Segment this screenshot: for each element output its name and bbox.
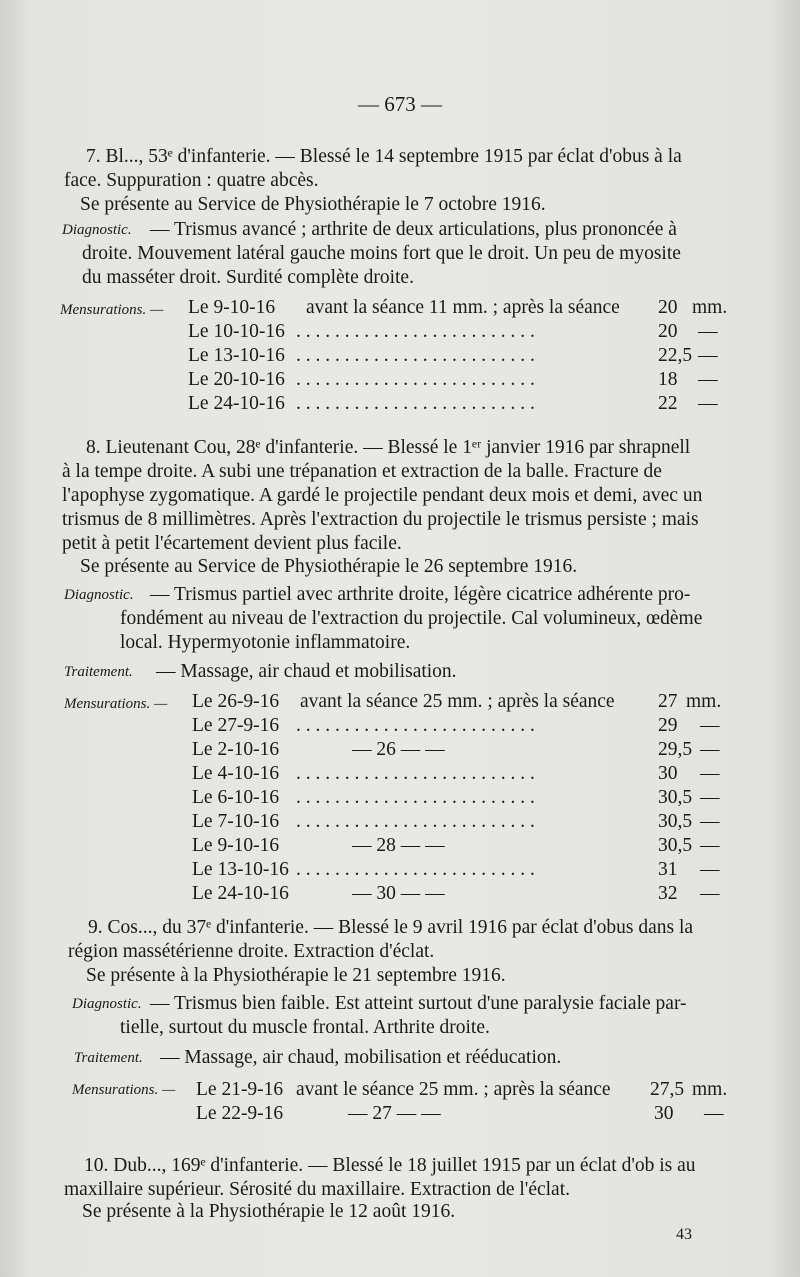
mens-date: Le 2-10-16 [192, 739, 280, 760]
case-9-mensurations-table [196, 1079, 736, 1127]
mens-unit: — [698, 393, 718, 414]
case-7-line-2: face. Suppuration : quatre abcès. [64, 170, 319, 191]
case-8-diagnostic-line-1: — Trismus partiel avec arthrite droite, légère cicatrice adhérente pro- [150, 584, 691, 605]
mens-after: 30,5 [658, 811, 693, 832]
mens-row [192, 739, 732, 763]
mens-after: 30 [658, 763, 678, 784]
case-9-line-1: 9. Cos..., du 37ᵉ d'infanterie. — Blessé le 9 avril 1916 par éclat d'obus dans la [88, 917, 694, 938]
case-7-mensurations-table [188, 297, 728, 417]
case-9-line-2: région massétérienne droite. Extraction d'éclat. [68, 941, 435, 962]
case-8-line-2: à la tempe droite. A subi une trépanation et extraction de la balle. Fracture de [62, 461, 662, 482]
leader-dots: . . . . . . . . . . . . . . . . . . . . . . . . . [296, 763, 535, 784]
mens-unit: — [700, 859, 720, 880]
case-7-diagnostic-line-3: du masséter droit. Surdité complète droite. [82, 267, 414, 288]
mens-date: Le 7-10-16 [192, 811, 280, 832]
case-8-line-3: l'apophyse zygomatique. A gardé le projectile pendant deux mois et demi, avec un [62, 485, 703, 506]
mens-after: 18 [658, 369, 678, 390]
mens-unit: — [700, 883, 720, 904]
mens-date: Le 20-10-16 [188, 369, 285, 390]
mens-row [188, 393, 728, 417]
mens-before: — 27 — — [348, 1103, 441, 1124]
mens-date: Le 6-10-16 [192, 787, 280, 808]
mens-date: Le 26-9-16 [192, 691, 280, 712]
mens-row [196, 1103, 736, 1127]
mens-date: Le 13-10-16 [192, 859, 289, 880]
leader-dots: . . . . . . . . . . . . . . . . . . . . . . . . . [296, 369, 535, 390]
mens-after: 22 [658, 393, 678, 414]
mens-before: avant le séance 25 mm. ; après la séance [296, 1079, 611, 1100]
case-9-mensurations-label: Mensurations. — [72, 1082, 176, 1098]
mens-row [192, 883, 732, 907]
mens-date: Le 10-10-16 [188, 321, 285, 342]
mens-unit: mm. [692, 297, 728, 318]
mens-date: Le 24-10-16 [188, 393, 285, 414]
case-8-mensurations-label: Mensurations. — [64, 696, 168, 712]
mens-after: 29,5 [658, 739, 693, 760]
mens-date: Le 13-10-16 [188, 345, 285, 366]
case-8-line-5: petit à petit l'écartement devient plus facile. [62, 533, 402, 554]
case-10-line-1: 10. Dub..., 169ᵉ d'infanterie. — Blessé le 18 juillet 1915 par un éclat d'ob is au [84, 1155, 696, 1176]
mens-unit: — [700, 739, 720, 760]
mens-after: 31 [658, 859, 678, 880]
mens-after: 20 [658, 297, 678, 318]
mens-unit: — [704, 1103, 724, 1124]
case-8-traitement-label: Traitement. [64, 664, 133, 680]
mens-row [188, 297, 728, 321]
case-7-diagnostic-line-2: droite. Mouvement latéral gauche moins fort que le droit. Un peu de myosite [82, 243, 681, 264]
mens-unit: — [700, 811, 720, 832]
leader-dots: . . . . . . . . . . . . . . . . . . . . . . . . . [296, 321, 535, 342]
mens-after: 20 [658, 321, 678, 342]
leader-dots: . . . . . . . . . . . . . . . . . . . . . . . . . [296, 393, 535, 414]
case-9-diagnostic-label: Diagnostic. [72, 996, 142, 1012]
mens-before: — 26 — — [352, 739, 445, 760]
mens-before: — 28 — — [352, 835, 445, 856]
mens-date: Le 4-10-16 [192, 763, 280, 784]
case-8-diagnostic-line-2: fondément au niveau de l'extraction du projectile. Cal volumineux, œdème [120, 608, 703, 629]
mens-after: 32 [658, 883, 678, 904]
case-10-line-3: Se présente à la Physiothérapie le 12 août 1916. [82, 1201, 456, 1222]
mens-row [192, 811, 732, 835]
case-7-mensurations-label: Mensurations. — [60, 302, 164, 318]
case-9-traitement-label: Traitement. [74, 1050, 143, 1066]
mens-row [192, 763, 732, 787]
case-7-line-3: Se présente au Service de Physiothérapie le 7 octobre 1916. [80, 194, 546, 215]
mens-date: Le 21-9-16 [196, 1079, 284, 1100]
mens-row [196, 1079, 736, 1103]
mens-unit: — [700, 763, 720, 784]
mens-row [192, 859, 732, 883]
mens-before: avant la séance 11 mm. ; après la séance [306, 297, 620, 318]
leader-dots: . . . . . . . . . . . . . . . . . . . . . . . . . [296, 859, 535, 880]
mens-row [192, 835, 732, 859]
case-8-diagnostic-line-3: local. Hypermyotonie inflammatoire. [120, 632, 411, 653]
mens-after: 27 [658, 691, 678, 712]
mens-row [188, 321, 728, 345]
case-10-line-2: maxillaire supérieur. Sérosité du maxillaire. Extraction de l'éclat. [64, 1179, 571, 1200]
case-9-line-3: Se présente à la Physiothérapie le 21 septembre 1916. [86, 965, 506, 986]
mens-row [192, 691, 732, 715]
mens-unit: — [700, 715, 720, 736]
mens-before: avant la séance 25 mm. ; après la séance [300, 691, 615, 712]
case-8-traitement-text: — Massage, air chaud et mobilisation. [156, 661, 457, 682]
case-9-diagnostic-line-1: — Trismus bien faible. Est atteint surtout d'une paralysie faciale par- [150, 993, 687, 1014]
mens-unit: — [698, 369, 718, 390]
leader-dots: . . . . . . . . . . . . . . . . . . . . . . . . . [296, 715, 535, 736]
case-7-diagnostic-line-1: — Trismus avancé ; arthrite de deux articulations, plus prononcée à [150, 219, 677, 240]
case-8-line-4: trismus de 8 millimètres. Après l'extraction du projectile le trismus persiste ; mais [62, 509, 699, 530]
case-7-diagnostic-label: Diagnostic. [62, 222, 132, 238]
case-8-line-6: Se présente au Service de Physiothérapie le 26 septembre 1916. [80, 556, 578, 577]
mens-after: 30,5 [658, 835, 693, 856]
mens-after: 22,5 [658, 345, 693, 366]
mens-row [188, 369, 728, 393]
mens-unit: — [698, 345, 718, 366]
leader-dots: . . . . . . . . . . . . . . . . . . . . . . . . . [296, 811, 535, 832]
leader-dots: . . . . . . . . . . . . . . . . . . . . . . . . . [296, 345, 535, 366]
page-number-header: — 673 — [358, 92, 442, 116]
mens-unit: mm. [692, 1079, 728, 1100]
mens-after: 30,5 [658, 787, 693, 808]
mens-after: 27,5 [650, 1079, 685, 1100]
mens-date: Le 9-10-16 [188, 297, 276, 318]
mens-after: 29 [658, 715, 678, 736]
mens-row [192, 787, 732, 811]
case-8-mensurations-table [192, 691, 732, 907]
mens-row [192, 715, 732, 739]
case-8-diagnostic-label: Diagnostic. [64, 587, 134, 603]
mens-unit: — [698, 321, 718, 342]
mens-date: Le 24-10-16 [192, 883, 289, 904]
page-footer-number: 43 [676, 1226, 692, 1243]
mens-date: Le 9-10-16 [192, 835, 280, 856]
mens-date: Le 22-9-16 [196, 1103, 284, 1124]
case-7-line-1: 7. Bl..., 53ᵉ d'infanterie. — Blessé le 14 septembre 1915 par éclat d'obus à la [86, 146, 682, 167]
mens-unit: mm. [686, 691, 722, 712]
mens-after: 30 [654, 1103, 674, 1124]
case-9-diagnostic-line-2: tielle, surtout du muscle frontal. Arthrite droite. [120, 1017, 490, 1038]
mens-unit: — [700, 787, 720, 808]
case-9-traitement-text: — Massage, air chaud, mobilisation et rééducation. [160, 1047, 562, 1068]
mens-date: Le 27-9-16 [192, 715, 280, 736]
mens-row [188, 345, 728, 369]
mens-unit: — [700, 835, 720, 856]
case-8-line-1: 8. Lieutenant Cou, 28ᵉ d'infanterie. — Blessé le 1ᵉʳ janvier 1916 par shrapnell [86, 437, 691, 458]
leader-dots: . . . . . . . . . . . . . . . . . . . . . . . . . [296, 787, 535, 808]
mens-before: — 30 — — [352, 883, 445, 904]
